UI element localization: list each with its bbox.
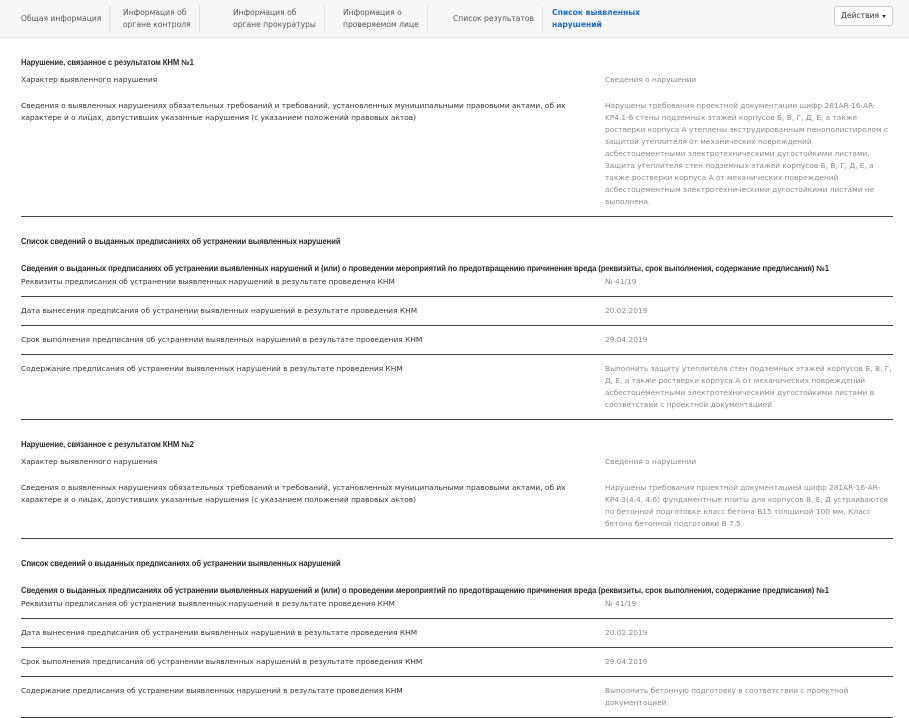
field-value: 29.04.2019: [605, 657, 648, 666]
tab-control-body[interactable]: Информация об органе контроля: [110, 6, 200, 32]
caret-down-icon: [882, 15, 886, 18]
order-row: [21, 297, 893, 326]
field-value: 20.02.2019: [605, 628, 648, 637]
violation-kind-row: [21, 453, 893, 474]
field-value: 29.04.2019: [605, 335, 648, 344]
field-label: Характер выявленного нарушения: [21, 457, 158, 466]
field-label: Характер выявленного нарушения: [21, 75, 158, 84]
actions-label: Действия: [840, 11, 880, 20]
field-label: Дата вынесения предписания об устранении выявленных нарушений в результате проведения КНМ: [21, 306, 418, 315]
tab-violations-list[interactable]: Список выявленных нарушений: [552, 8, 640, 29]
violation-title: Нарушение, связанное с результатом КНМ №2: [21, 440, 194, 449]
field-label: Содержание предписания об устранении выявленных нарушений в результате проведения КНМ: [21, 364, 403, 373]
tab-prosecutor[interactable]: Информация об органе прокуратуры: [220, 6, 325, 32]
orders-list-title: Список сведений о выданных предписаниях об устранении выявленных нарушений: [21, 237, 341, 246]
field-label: Реквизиты предписания об устранении выявленных нарушений в результате проведения КНМ: [21, 277, 395, 286]
main-content: [21, 38, 893, 718]
field-label: Дата вынесения предписания об устранении выявленных нарушений в результате проведения КНМ: [21, 628, 418, 637]
tab-results-list[interactable]: Список результатов: [440, 6, 543, 32]
field-label: Содержание предписания об устранении выявленных нарушений в результате проведения КНМ: [21, 686, 403, 695]
field-value: Выполнить бетонную подготовку в соответствии с проектной документацией: [605, 686, 849, 707]
field-label: Реквизиты предписания об устранении выявленных нарушений в результате проведения КНМ: [21, 599, 395, 608]
order-row: [21, 273, 893, 297]
violation-details-row: [21, 92, 893, 217]
field-label: Срок выполнения предписания об устранении выявленных нарушений в результате проведения КНМ: [21, 335, 423, 344]
tab-general-info[interactable]: Общая информация: [21, 6, 110, 32]
order-row: [21, 677, 893, 718]
order-row: [21, 355, 893, 420]
field-value: Выполнить защиту утеплителя стен подземных этажей корпусов Б, В, Г, Д, Е, а также ростверки корпуса А от механических повреждений асбестоцементными электротехническими дугостойкими листами в соответствии с проектной документацией: [605, 364, 892, 409]
order-title: Сведения о выданных предписаниях об устранении выявленных нарушений и (или) о проведении мероприятий по предотвращению причинения вреда (реквизиты, срок выполнения, содержание предписания) №1: [21, 586, 829, 595]
order-row: [21, 326, 893, 355]
field-label: Срок выполнения предписания об устранении выявленных нарушений в результате проведения КНМ: [21, 657, 423, 666]
field-value: Сведения о нарушении: [605, 457, 697, 466]
tab-inspected-entity[interactable]: Информация о проверяемом лице: [330, 6, 428, 32]
field-label: Сведения о выявленных нарушениях обязательных требований и требований, установленных муниципальными правовыми актами, об их характере и о лицах, допустивших указанные нарушения (с указанием положений правовых актов): [21, 101, 566, 122]
actions-dropdown-button[interactable]: [834, 6, 893, 26]
field-value: 20.02.2019: [605, 306, 648, 315]
field-value: № 41/19: [605, 277, 637, 286]
violation-details-row: [21, 474, 893, 539]
orders-list-title: Список сведений о выданных предписаниях об устранении выявленных нарушений: [21, 559, 341, 568]
order-row: [21, 595, 893, 619]
order-row: [21, 619, 893, 648]
violation-kind-row: [21, 71, 893, 92]
order-row: [21, 648, 893, 677]
field-value: Нарушены требования проектной документацией шифр 281AR-16-AR-KP4.3(4.4, 4.6) фундаментные плиты для корпусов В, Е, Д устраиваются по бетонной подготовке класс бетона В15 толщиной 100 мм. Класс бетона бетонной подготовки В 7,5: [605, 483, 888, 528]
field-value: Нарушены требования проектной документации шифр 281AR-16-AR-KP4.1-6 стены подземных этажей корпусов Б, В, Г, Д, Е, а также ростверки корпуса А утеплены экструдированным пенополистиролом с защитой утеплителя от механических повреждений асбестоцементными электротехническими дугостойкими листами. Защита утеплителя стен подземных этажей корпусов Б, В, Г, Д, Е, а также ростверки корпуса А от механических повреждений асбестоцементным электротехническими дугостойкими листами не выполнена.: [605, 101, 888, 206]
field-label: Сведения о выявленных нарушениях обязательных требований и требований, установленных муниципальными правовыми актами, об их характере и о лицах, допустивших указанные нарушения (с указанием положений правовых актов): [21, 483, 566, 504]
field-value: № 41/19: [605, 599, 637, 608]
tab-bar: [0, 0, 909, 38]
violation-title: Нарушение, связанное с результатом КНМ №1: [21, 58, 194, 67]
field-value: Сведения о нарушении: [605, 75, 697, 84]
order-title: Сведения о выданных предписаниях об устранении выявленных нарушений и (или) о проведении мероприятий по предотвращению причинения вреда (реквизиты, срок выполнения, содержание предписания) №1: [21, 264, 829, 273]
